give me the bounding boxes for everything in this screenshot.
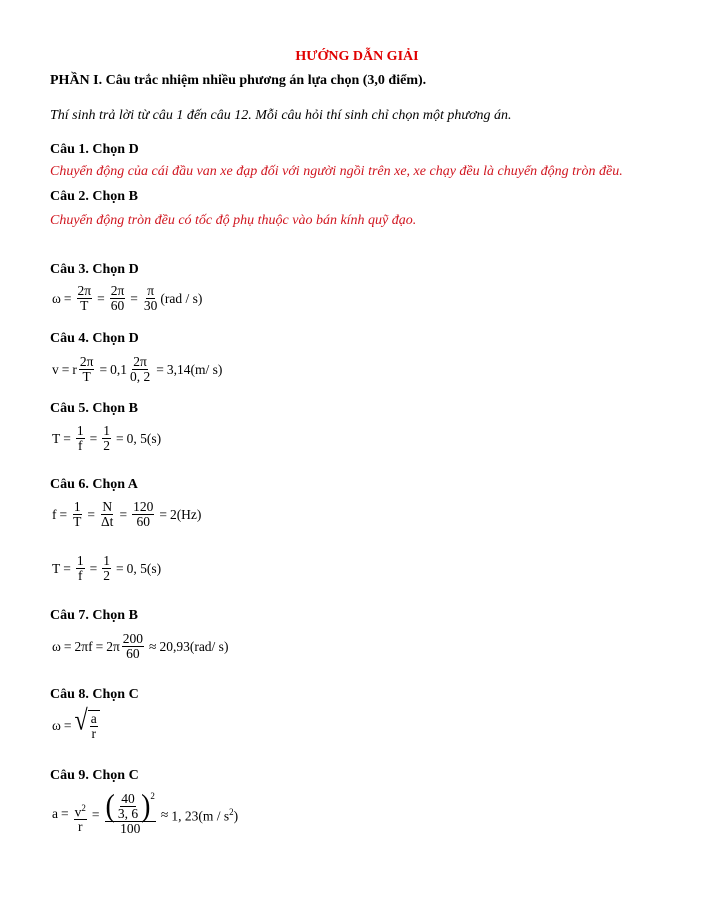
denominator: 0, 2 [129, 369, 151, 385]
formula: T = $\frac{1}{f}$ = $\frac{1}{2}$ = 0, 5(s) [52, 553, 162, 584]
numerator: 40 [121, 791, 135, 806]
formula-result: 3,14(m/ s) [166, 361, 223, 377]
formula-result: 20,93(rad/ s) [159, 638, 229, 654]
denominator: 2 [103, 568, 110, 584]
formula-term: v [52, 361, 59, 377]
question-heading: Câu 1. Chọn D [50, 142, 139, 157]
question-heading: Câu 5. Chọn B [50, 401, 138, 416]
denominator: r [78, 819, 83, 835]
left-paren-icon: ( [105, 788, 115, 824]
numerator-base: v [74, 804, 82, 820]
denominator: 60 [110, 298, 125, 314]
formula-term: ω [52, 638, 61, 654]
fraction [117, 792, 139, 821]
formula: a = $\frac{v^2}{r}$ = ( $\frac{40}{3, 6}$ ) $^2$ 100 ≈ 1, $23(m / s^2)$ [52, 788, 239, 837]
result-value: 1, 23(m / s [171, 808, 230, 824]
formula-result: 0, 5(s) [126, 430, 162, 446]
fraction [79, 355, 95, 384]
fraction [77, 284, 93, 313]
fraction [74, 804, 87, 835]
denominator: f [78, 568, 83, 584]
numerator: 1 [76, 553, 84, 568]
fraction [76, 554, 85, 583]
denominator: T [82, 369, 91, 385]
explanation-text: Chuyển động tròn đều có tốc độ phụ thuộc vào bán kính quỹ đạo. [50, 213, 417, 228]
formula: ω = √ $\frac{a}{r}$ [52, 710, 100, 741]
fraction [102, 424, 111, 453]
numerator: 1 [103, 553, 110, 568]
formula-term: r [72, 361, 77, 377]
exponent: 2 [150, 791, 155, 801]
numerator: N [102, 499, 113, 514]
numerator: a [90, 711, 97, 726]
question-heading: Câu 3. Chọn D [50, 262, 139, 277]
numerator: 200 [122, 631, 144, 646]
denominator: f [78, 438, 83, 454]
radical-sign-icon: √ [74, 705, 88, 737]
denominator: 30 [143, 298, 158, 314]
formula-term: T [52, 560, 61, 576]
fraction [110, 284, 126, 313]
fraction [100, 500, 114, 529]
formula: ω = $\frac{2\pi}{T}$ = $\frac{2\pi}{60}$ = $\frac{\pi}{30}$ (rad / s) [52, 283, 203, 314]
formula-term: ω [52, 290, 61, 306]
denominator: 3, 6 [117, 806, 139, 822]
formula-term: 2πf [74, 638, 93, 654]
formula-term: 2π [106, 638, 120, 654]
formula-term: 0,1 [110, 361, 127, 377]
fraction [102, 554, 111, 583]
question-heading: Câu 2. Chọn B [50, 189, 138, 204]
formula: f = $\frac{1}{T}$ = $\frac{N}{\Delta t}$ = $\frac{120}{60}$ = 2(Hz) [52, 499, 202, 530]
numerator: 2π [79, 354, 94, 369]
fraction [132, 500, 154, 529]
section-heading: PHẦN I. Câu trắc nhiệm nhiều phương án lựa chọn (3,0 điểm). [50, 73, 427, 88]
numerator: 1 [73, 499, 81, 514]
explanation-text: Chuyển động của cái đầu van xe đạp đối với người ngồi trên xe, xe chạy đều là chuyển động tròn đều. [50, 164, 623, 179]
denominator: Δt [101, 514, 114, 530]
formula-term: f [52, 506, 57, 522]
fraction [72, 500, 82, 529]
question-heading: Câu 7. Chọn B [50, 608, 138, 623]
formula-result [171, 807, 238, 825]
fraction [76, 424, 85, 453]
instruction-text: Thí sinh trả lời từ câu 1 đến câu 12. Mỗi câu hỏi thí sinh chỉ chọn một phương án. [50, 108, 512, 123]
numerator: 1 [103, 423, 110, 438]
question-heading: Câu 6. Chọn A [50, 477, 138, 492]
numerator: 2π [110, 283, 125, 298]
exponent: 2 [229, 807, 234, 818]
numerator: 120 [133, 499, 154, 514]
question-heading: Câu 4. Chọn D [50, 331, 139, 346]
numerator: 2π [133, 354, 147, 369]
fraction [122, 632, 144, 661]
right-paren-icon: ) [141, 788, 151, 824]
formula-term: T [52, 430, 61, 446]
formula-result: 0, 5(s) [126, 560, 162, 576]
exponent: 2 [81, 802, 86, 813]
denominator: T [80, 298, 89, 314]
fraction [143, 284, 159, 313]
numerator: π [147, 283, 155, 298]
fraction [105, 788, 156, 837]
formula: v = r $\frac{2\pi}{T}$ = 0,1 $\frac{2\pi}{0, 2}$ = 3,14(m/ s) [52, 354, 223, 385]
denominator: 60 [126, 646, 140, 662]
formula-unit: (rad / s) [160, 290, 203, 306]
numerator: 2π [77, 283, 92, 298]
formula-result: 2(Hz) [169, 506, 202, 522]
denominator: r [91, 726, 96, 742]
denominator: 100 [120, 821, 141, 837]
formula: T = $\frac{1}{f}$ = $\frac{1}{2}$ = 0, 5(s) [52, 423, 162, 454]
numerator [74, 804, 87, 821]
fraction [129, 355, 151, 384]
numerator [105, 788, 156, 824]
denominator: T [73, 514, 82, 530]
page-title: HƯỚNG DẪN GIẢI [295, 49, 419, 64]
denominator: 2 [103, 438, 110, 454]
result-close: ) [233, 808, 239, 824]
numerator: 1 [76, 423, 84, 438]
fraction [90, 712, 98, 741]
question-heading: Câu 9. Chọn C [50, 768, 139, 783]
denominator: 60 [136, 514, 150, 530]
formula-term: ω [52, 717, 61, 733]
formula: ω = 2πf = 2π $\frac{200}{60}$ ≈ 20,93(rad/ s) [52, 631, 229, 662]
formula-term: a [52, 806, 58, 822]
question-heading: Câu 8. Chọn C [50, 687, 139, 702]
